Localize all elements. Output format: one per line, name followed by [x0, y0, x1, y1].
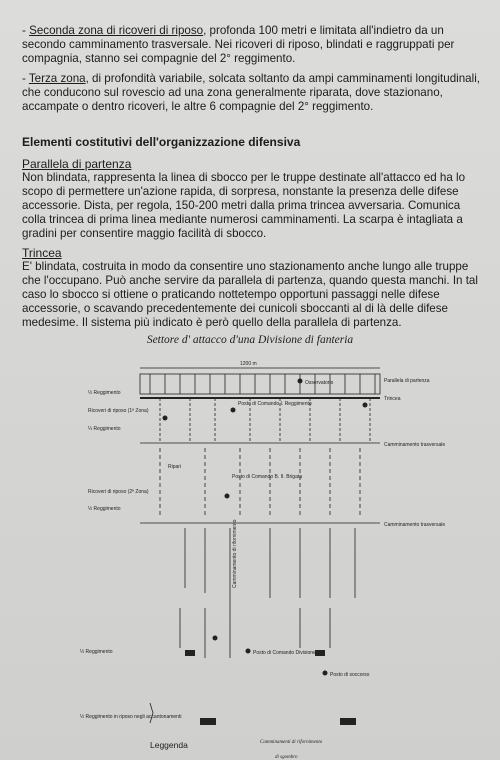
bullet: - — [22, 24, 30, 37]
communication-trenches-2 — [160, 448, 360, 518]
parallela-band — [140, 374, 380, 394]
section-heading: Elementi costitutivi dell'organizzazione difensiva — [22, 135, 301, 149]
label-reggimento-riposo: ½ Reggimento in riposo negli accantonamenti — [80, 714, 182, 720]
observatory-icon — [225, 494, 230, 499]
sector-diagram — [0, 348, 500, 760]
posto-comando-icon — [246, 649, 251, 654]
underlined-term: Seconda zona di ricoveri di riposo — [29, 24, 204, 37]
subheading-trincea: Trincea — [22, 246, 62, 260]
label-reggimento-4: ½ Reggimento — [80, 649, 113, 655]
label-reggimento-3: ½ Reggimento — [88, 506, 121, 512]
observatory-icon — [298, 379, 303, 384]
label-parallela: Parallela di partenza — [384, 378, 430, 384]
legend-cam-rifornimento: Camminamenti di rifornimento — [260, 740, 323, 745]
paragraph-trincea: E' blindata, costruita in modo da consentire uno stazionamento anche lungo alle truppe che l'occupano. Può anche servire da parallela di partenza, quando questa manchi. In tal caso lo sbocco si ottiene o praticando nottetempo opportuni passaggi nelle difese accessorie, o scavando precedentemente dei cunicoli sboccanti al di là delle difese medesime. Il sistema più indicato è però quello della parallela di partenza. — [22, 260, 478, 329]
observatory-icon — [363, 403, 368, 408]
label-osservatorio: Osservatorio — [305, 380, 334, 386]
label-cam-trasversale: Camminamento trasversale — [384, 442, 446, 448]
observatory-icon — [231, 408, 236, 413]
label-ripari: Ripari — [168, 464, 182, 470]
label-ricoveri-2: Ricoveri di riposo (2ª Zona) — [88, 489, 149, 495]
longitudinal-trenches — [185, 528, 355, 608]
observatory-icon — [163, 416, 168, 421]
paragraph-text: , di profondità variabile, solcata soltanto da ampi camminamenti longitudinali, che conducono sul rovescio ad una zona generalmente riparata, dove stazionano, accampate o dentro ricoveri, le altre 6 compagnie del 2° reggimento. — [22, 72, 480, 113]
label-camminamento-rif: Camminamento di rifornimento — [232, 519, 238, 588]
command-post-marker — [315, 650, 325, 656]
rest-quarters-marker — [200, 718, 216, 725]
label-trincea: Trincea — [384, 396, 401, 402]
label-posto-comando: Posto di Comando I. Reggimento — [238, 401, 312, 407]
underlined-term: Terza zona — [28, 72, 86, 85]
observatory-icon — [213, 636, 218, 641]
command-post-marker — [185, 650, 195, 656]
posto-soccorso-icon — [323, 671, 328, 676]
legend-label: Leggenda — [150, 740, 188, 750]
label-cam-trasversale-2: Camminamento trasversale — [384, 522, 446, 528]
rest-quarters-marker — [340, 718, 356, 725]
paragraph-parallela: Non blindata, rappresenta la linea di sbocco per le truppe destinate all'attacco ed ha lo scopo di permettere un'azione rapida, di sorpresa, nonstante la presenza delle difese accessorie. Dista, per regola, 150-200 metri dalla prima trincea avversaria. Comunica colla trincea di prima linea mediante numerosi camminamenti. La scarpa è intagliata a gradini per consentire maggio facilità di sbocco. — [22, 171, 466, 240]
legend-cam-sgombro: di sgombro — [275, 755, 298, 760]
paragraph-text: , profonda 100 metri e limitata all'indietro da un secondo camminamento trasversale. Nei ricoveri di riposo, blindati e raggruppati per compagnia, stanno sei compagnie del 2° reggimento. — [22, 24, 455, 65]
label-ricoveri-1: Ricoveri di riposo (1ª Zona) — [88, 408, 149, 414]
label-reggimento-2: ¼ Reggimento — [88, 426, 121, 432]
label-posto-soccorso: Posto di soccorso — [330, 672, 370, 678]
parallela-hatching — [150, 374, 375, 394]
paragraph-terza-zona — [22, 72, 484, 114]
label-posto-comando-2: Posto di Comando B. II. Brigata — [232, 474, 303, 480]
subheading-parallela: Parallela di partenza — [22, 157, 132, 171]
width-label: 1200 m — [240, 361, 257, 367]
paragraph-seconda-zona — [22, 24, 484, 66]
diagram-title: Settore d' attacco d'una Divisione di fanteria — [146, 334, 354, 346]
bullet: - — [22, 72, 29, 85]
label-posto-comando-div: Posto di Comando Divisione — [253, 650, 316, 656]
label-reggimento-1: ½ Reggimento — [88, 390, 121, 396]
bracket — [150, 703, 153, 723]
